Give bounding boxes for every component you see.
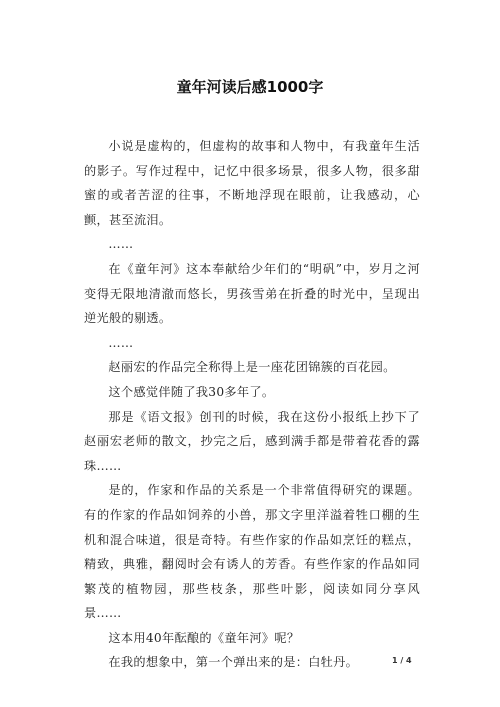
paragraph: 在我的想象中，第一个弹出来的是：白牡丹。: [108, 655, 359, 670]
ellipsis-line: ……: [108, 335, 134, 350]
paragraph: 这个感觉伴随了我30多年了。: [108, 384, 275, 399]
ellipsis-line: ……: [108, 237, 134, 252]
page-number: 1 / 4: [392, 656, 412, 665]
paragraph: 是的，作家和作品的关系是一个非常值得研究的课题。有的作家的作品如饲养的小兽，那文字里洋溢着牲口棚的生机和混合味道，很是奇特。有些作家的作品如烹饪的糕点，精致，典雅，翻阅时会有诱人的芳香。有些作家的作品如同繁茂的植物园，那些枝条，那些叶影，阅读如同分享风景……: [84, 483, 420, 621]
paragraph: 赵丽宏的作品完全称得上是一座花团锦簇的百花园。: [108, 360, 396, 375]
paragraph: 在《童年河》这本奉献给少年们的“明矾”中，岁月之河变得无限地清澈而悠长，男孩雪弟在折叠的时光中，呈现出逆光般的剔透。: [84, 261, 420, 326]
document-body: [84, 134, 420, 675]
paragraph: 这本用40年酝酿的《童年河》呢？: [108, 630, 300, 645]
document-title: 童年河读后感1000字: [176, 78, 324, 96]
paragraph: 那是《语文报》创刊的时候，我在这份小报纸上抄下了赵丽宏老师的散文，抄完之后，感到满手都是带着花香的露珠……: [84, 409, 420, 473]
paragraph: 小说是虚构的，但虚构的故事和人物中，有我童年生活的影子。写作过程中，记忆中很多场景，很多人物，很多甜蜜的或者苦涩的往事，不断地浮现在眼前，让我感动，心颤，甚至流泪。: [84, 139, 420, 227]
